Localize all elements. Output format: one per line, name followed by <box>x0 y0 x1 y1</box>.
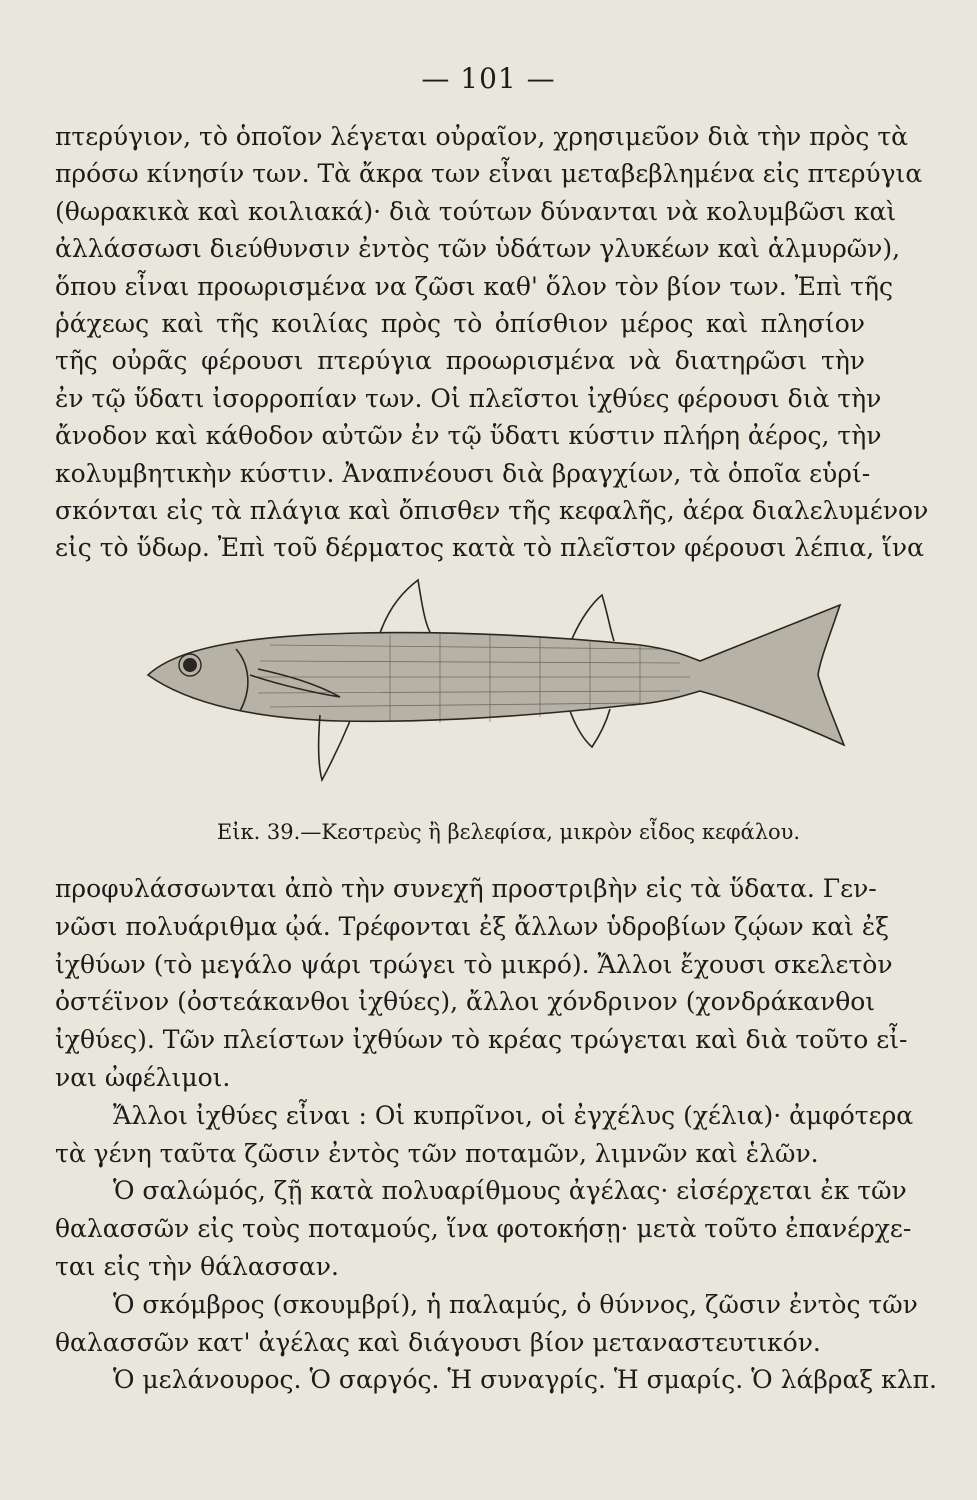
text-line: εἰς τὸ ὕδωρ. Ἐπὶ τοῦ δέρματος κατὰ τὸ πλεῖστον φέρουσι λέπια, ἵνα <box>55 533 924 563</box>
text-line: τῆς οὐρᾶς φέρουσι πτερύγια προωρισμένα νὰ διατηρῶσι τὴν <box>55 346 865 376</box>
text-line: ται εἰς τὴν θάλασσαν. <box>55 1251 339 1281</box>
text-line: νῶσι πολυάριθμα ᾠά. Τρέφονται ἐξ ἄλλων ὑδροβίων ζῴων καὶ ἐξ <box>55 911 890 941</box>
text-line: ὅπου εἶναι προωρισμένα να ζῶσι καθ' ὅλον τὸν βίον των. Ἐπὶ τῆς <box>55 271 893 301</box>
text-line: (θωρακικὰ καὶ κοιλιακά)· διὰ τούτων δύνανται νὰ κολυμβῶσι καὶ <box>55 196 897 226</box>
text-line: ναι ὠφέλιμοι. <box>55 1062 231 1092</box>
text-line: θαλασσῶν κατ' ἀγέλας καὶ διάγουσι βίον μεταναστευτικόν. <box>55 1327 821 1357</box>
dorsal-fin-icon <box>380 580 430 633</box>
text-line: ἄνοδον καὶ κάθοδον αὐτῶν ἐν τῷ ὕδατι κύστιν πλήρη ἀέρος, τὴν <box>55 421 882 451</box>
text-line: ὀστέϊνον (ὀστεάκανθοι ἰχθύες), ἄλλοι χόνδρινον (χονδράκανθοι <box>55 987 876 1017</box>
text-line: σκόνται εἰς τὰ πλάγια καὶ ὄπισθεν τῆς κεφαλῆς, ἀέρα διαλελυμένον <box>55 495 929 525</box>
fish-eye-icon <box>183 658 197 672</box>
fish-illustration <box>140 565 860 805</box>
text-line: προφυλάσσωνται ἀπὸ τὴν συνεχῆ προστριβὴν εἰς τὰ ὕδατα. Γεν- <box>55 874 877 903</box>
text-line: ἐν τῷ ὕδατι ἰσορροπίαν των. Οἱ πλεῖστοι ἰχθύες φέρουσι διὰ τὴν <box>55 383 882 413</box>
anal-fin-icon <box>570 709 610 747</box>
text-line: πρόσω κίνησίν των. Τὰ ἄκρα των εἶναι μεταβεβλημένα εἰς πτερύγια <box>55 159 923 189</box>
text-line: Ὁ σκόμβρος (σκουμβρί), ἡ παλαμύς, ὁ θύννος, ζῶσιν ἐντὸς τῶν <box>113 1289 918 1319</box>
text-line: ἰχθύων (τὸ μεγάλο ψάρι τρώγει τὸ μικρό). Ἄλλοι ἔχουσι σκελετὸν <box>55 949 893 979</box>
text-line: Ὁ μελάνουρος. Ὁ σαργός. Ἡ συναγρίς. Ἡ σμαρίς. Ὁ λάβραξ κλπ. <box>113 1365 937 1395</box>
text-line: τὰ γένη ταῦτα ζῶσιν ἐντὸς τῶν ποταμῶν, λιμνῶν καὶ ἑλῶν. <box>55 1138 819 1168</box>
figure-caption: Εἰκ. 39.—Κεστρεὺς ἢ βελεφίσα, μικρὸν εἶδος κεφάλου. <box>216 820 801 844</box>
text-line: ἀλλάσσωσι διεύθυνσιν ἐντὸς τῶν ὑδάτων γλυκέων καὶ ἁλμυρῶν), <box>55 234 901 264</box>
text-line: κολυμβητικὴν κύστιν. Ἀναπνέουσι διὰ βραγχίων, τὰ ὁποῖα εὑρί- <box>55 458 871 488</box>
bottom-paragraphs <box>55 870 937 1399</box>
text-line: θαλασσῶν εἰς τοὺς ποταμούς, ἵνα φοτοκήσῃ· μετὰ τοῦτο ἐπανέρχε- <box>55 1214 912 1244</box>
text-line: ἰχθύες). Τῶν πλείστων ἰχθύων τὸ κρέας τρώγεται καὶ διὰ τοῦτο εἶ- <box>55 1025 908 1055</box>
text-line: πτερύγιον, τὸ ὁποῖον λέγεται οὐραῖον, χρησιμεῦον διὰ τὴν πρὸς τὰ <box>55 122 909 151</box>
text-line: Ὁ σαλώμός, ζῇ κατὰ πολυαρίθμους ἀγέλας· εἰσέρχεται ἐκ τῶν <box>113 1176 907 1206</box>
page-number: — 101 — <box>421 62 556 95</box>
text-line: ῥάχεως καὶ τῆς κοιλίας πρὸς τὸ ὀπίσθιον μέρος καὶ πλησίον <box>55 308 865 338</box>
top-paragraph <box>55 118 929 567</box>
pelvic-fin-icon <box>319 715 350 780</box>
text-line: Ἄλλοι ἰχθύες εἶναι : Οἱ κυπρῖνοι, οἱ ἐγχέλυς (χέλια)· ἀμφότερα <box>113 1100 914 1130</box>
second-dorsal-fin-icon <box>572 595 614 641</box>
